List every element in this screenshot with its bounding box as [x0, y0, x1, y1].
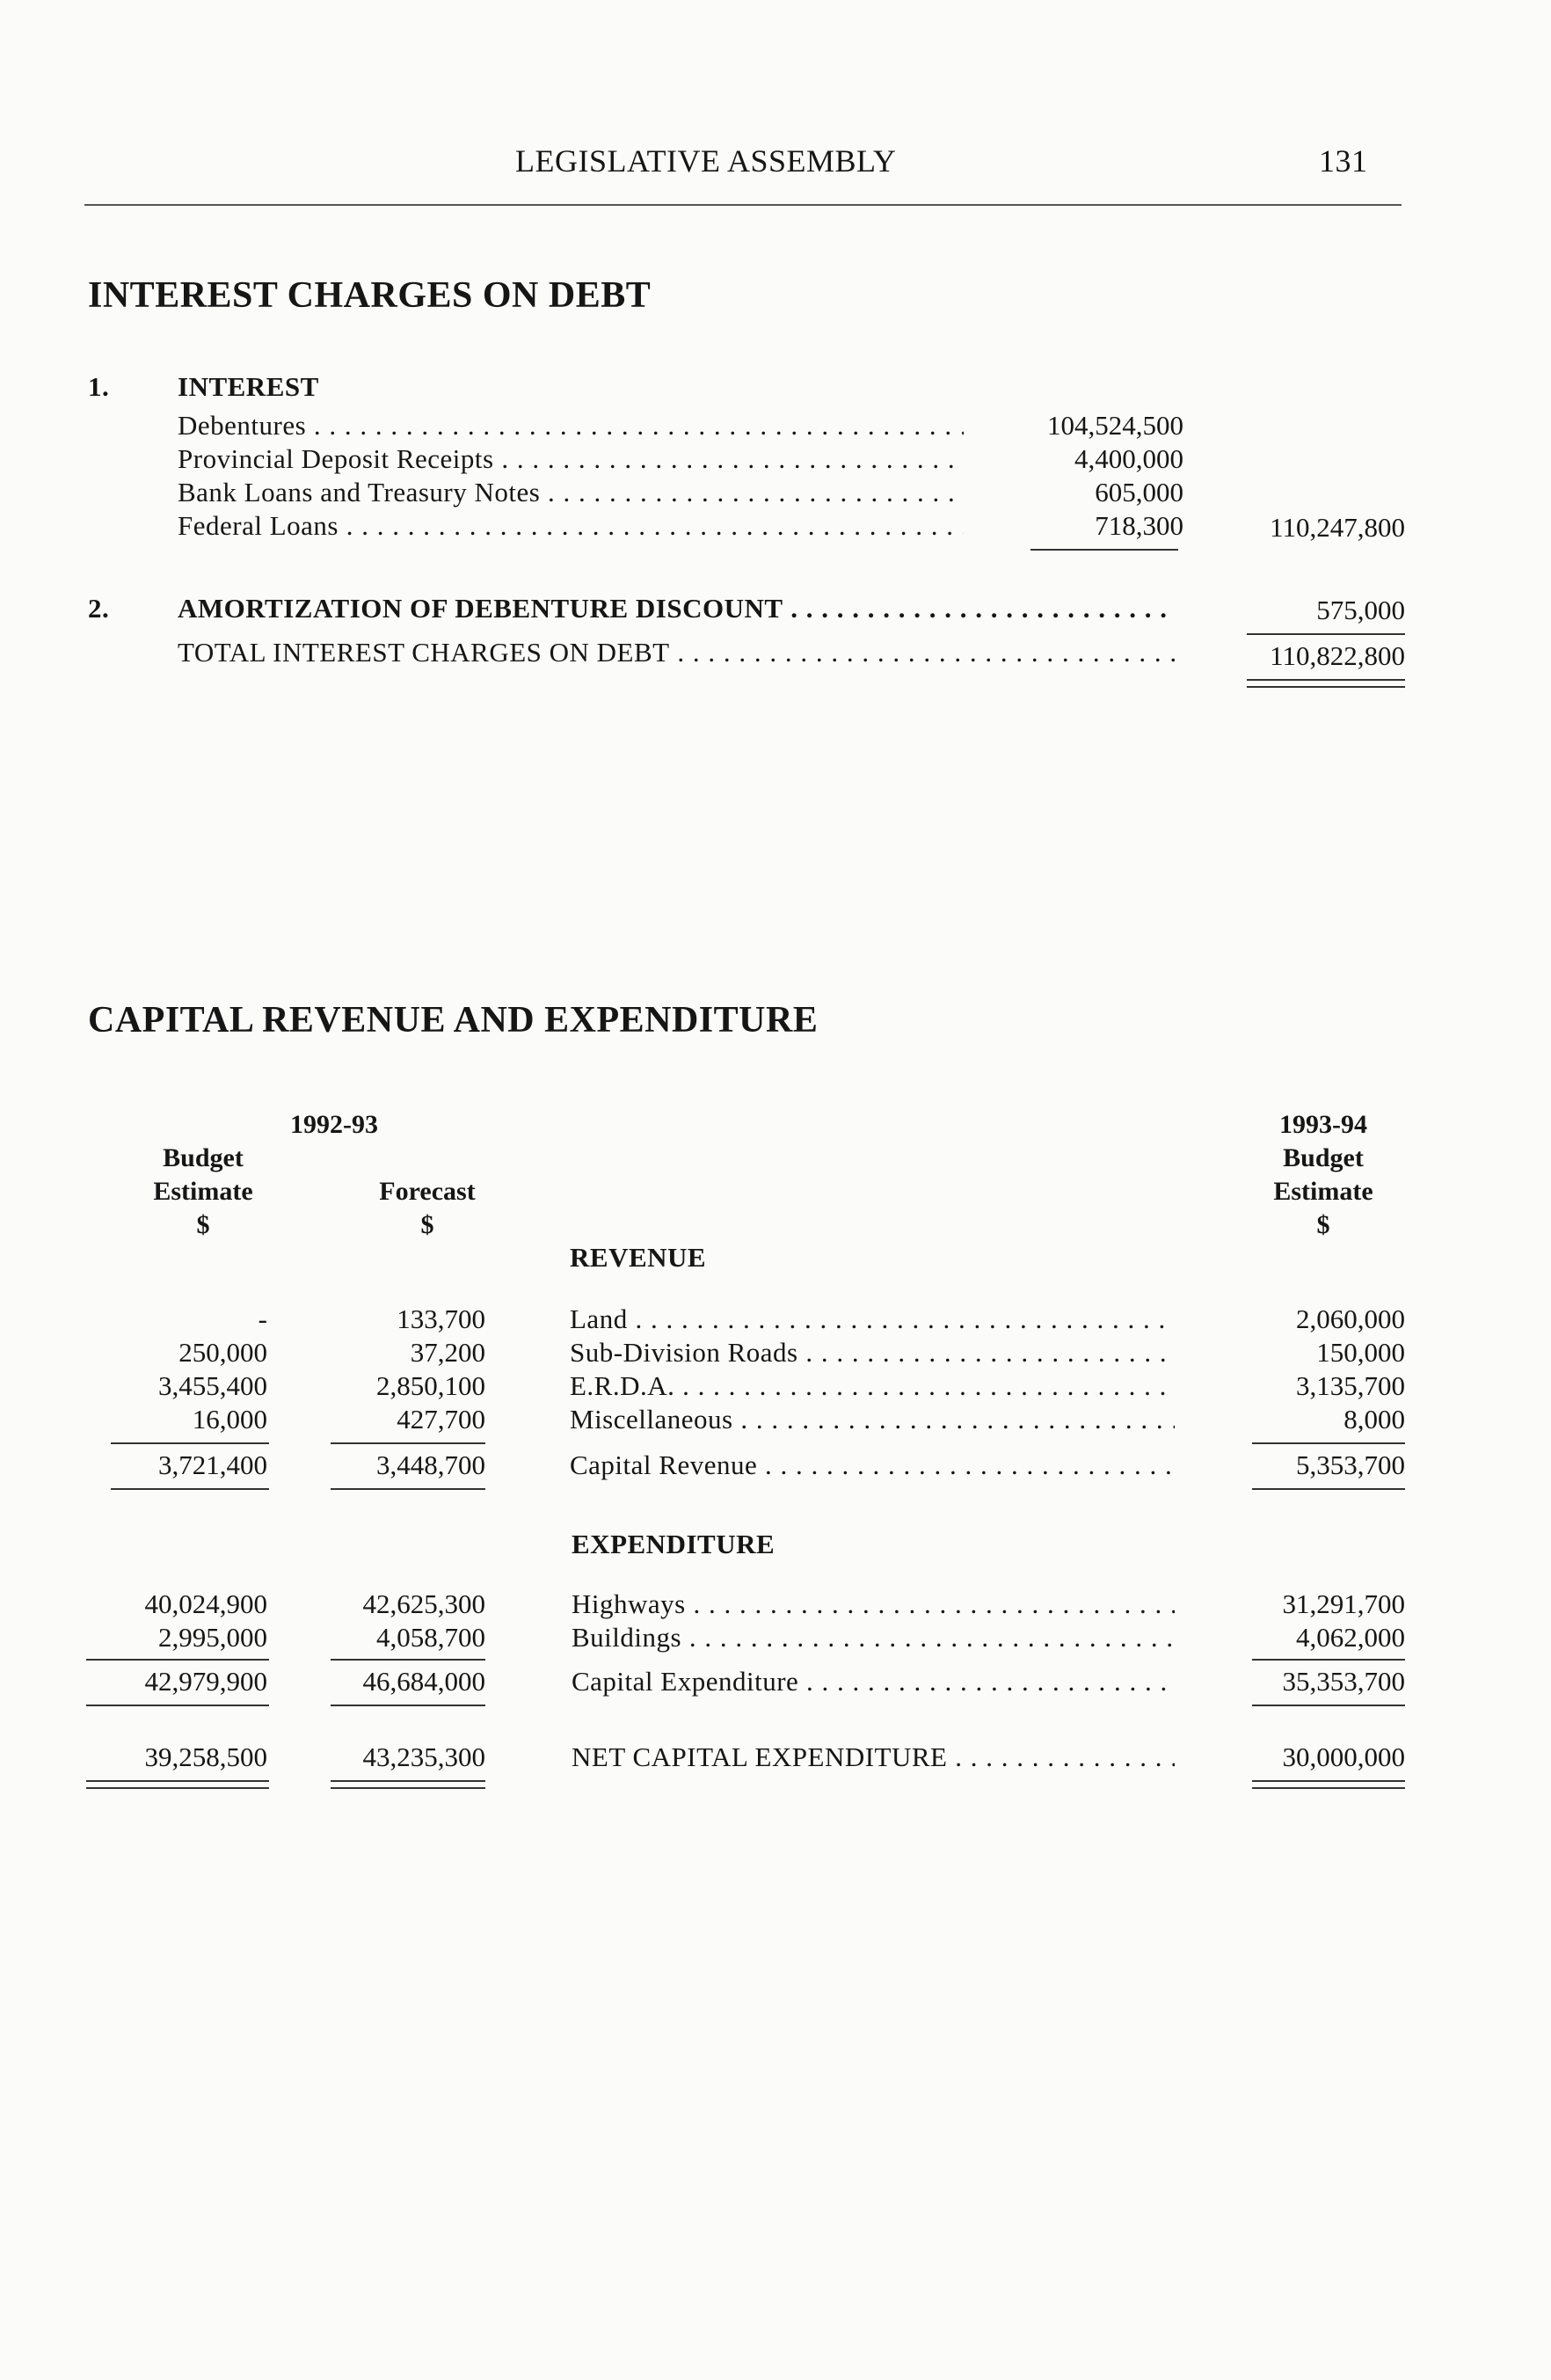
running-header: LEGISLATIVE ASSEMBLY — [515, 143, 897, 179]
revenue-estimate: 3,135,700 — [1296, 1370, 1405, 1401]
double-rule — [331, 1787, 485, 1789]
total-rule — [1247, 633, 1405, 635]
expenditure-label: Highways . . . — [572, 1588, 1175, 1620]
estimate-right: Estimate — [1273, 1177, 1373, 1206]
amortization-amount: 575,000 — [1316, 595, 1405, 625]
interest-line-label: Federal Loans . . . — [178, 510, 964, 542]
item2-title: AMORTIZATION OF DEBENTURE DISCOUNT . . . — [178, 593, 1176, 624]
expenditure-estimate: 31,291,700 — [1282, 1588, 1405, 1619]
revenue-budget: - — [258, 1303, 267, 1334]
interest-line-amount: 718,300 — [1095, 510, 1183, 541]
total-rule — [1252, 1705, 1405, 1706]
total-interest-label: TOTAL INTEREST CHARGES ON DEBT . . . — [178, 637, 1176, 668]
expenditure-forecast: 42,625,300 — [362, 1588, 485, 1619]
total-rule — [331, 1488, 485, 1490]
total-rule — [86, 1705, 269, 1706]
expenditure-budget: 2,995,000 — [158, 1622, 267, 1653]
subtotal-rule — [1252, 1659, 1405, 1661]
revenue-label: Sub-Division Roads . . . — [570, 1337, 1175, 1369]
interest-line-amount: 4,400,000 — [1074, 443, 1183, 474]
page-number: 131 — [1319, 143, 1368, 179]
revenue-forecast: 2,850,100 — [376, 1370, 485, 1401]
revenue-budget: 3,455,400 — [158, 1370, 267, 1401]
expenditure-estimate: 4,062,000 — [1296, 1622, 1405, 1653]
expenditure-budget: 40,024,900 — [144, 1588, 267, 1619]
revenue-budget: 16,000 — [192, 1404, 267, 1435]
subtotal-rule — [1030, 549, 1178, 551]
revenue-label: Miscellaneous . . . — [570, 1404, 1175, 1435]
item1-number: 1. — [88, 371, 110, 402]
expenditure-total-label: Capital Expenditure . . . — [572, 1666, 1175, 1697]
subtotal-rule — [86, 1659, 269, 1661]
revenue-budget: 250,000 — [178, 1337, 267, 1368]
revenue-forecast: 37,200 — [410, 1337, 485, 1368]
double-rule — [1252, 1787, 1405, 1789]
subtotal-rule — [331, 1659, 485, 1661]
item1-title: INTEREST — [178, 371, 319, 402]
capital-section-title: CAPITAL REVENUE AND EXPENDITURE — [88, 1000, 819, 1040]
revenue-estimate: 8,000 — [1343, 1404, 1405, 1435]
revenue-estimate: 2,060,000 — [1296, 1303, 1405, 1334]
revenue-total-forecast: 3,448,700 — [376, 1449, 485, 1480]
double-rule — [86, 1780, 269, 1782]
header-rule — [84, 204, 1402, 206]
interest-total: 110,247,800 — [1270, 512, 1405, 543]
interest-line-amount: 605,000 — [1095, 477, 1183, 507]
net-label: NET CAPITAL EXPENDITURE . . . — [572, 1741, 1175, 1773]
expenditure-label: Buildings . . . — [572, 1622, 1175, 1654]
revenue-label: E.R.D.A. . . . — [570, 1370, 1175, 1402]
revenue-total-budget: 3,721,400 — [158, 1449, 267, 1480]
double-rule — [1247, 679, 1405, 681]
dollar-left: $ — [196, 1210, 210, 1239]
double-rule — [1252, 1780, 1405, 1782]
year-right: 1993-94 — [1279, 1110, 1367, 1139]
dollar-forecast: $ — [420, 1210, 434, 1239]
total-rule — [1252, 1488, 1405, 1490]
subtotal-rule — [1252, 1442, 1405, 1444]
net-budget: 39,258,500 — [144, 1741, 267, 1772]
revenue-forecast: 133,700 — [397, 1303, 485, 1334]
interest-line-amount: 104,524,500 — [1047, 410, 1183, 441]
double-rule — [86, 1787, 269, 1789]
budget-left: Budget — [163, 1143, 244, 1172]
interest-line-label: Provincial Deposit Receipts . . . — [178, 443, 964, 475]
double-rule — [331, 1780, 485, 1782]
budget-right: Budget — [1283, 1143, 1364, 1172]
expenditure-heading: EXPENDITURE — [572, 1529, 776, 1559]
total-interest-amount: 110,822,800 — [1270, 640, 1405, 671]
revenue-forecast: 427,700 — [397, 1404, 485, 1435]
total-rule — [111, 1488, 269, 1490]
estimate-left: Estimate — [153, 1177, 253, 1206]
interest-section-title: INTEREST CHARGES ON DEBT — [88, 275, 652, 316]
revenue-label: Land . . . — [570, 1303, 1175, 1335]
double-rule — [1247, 686, 1405, 688]
subtotal-rule — [111, 1442, 269, 1444]
revenue-heading: REVENUE — [570, 1242, 707, 1273]
net-forecast: 43,235,300 — [362, 1741, 485, 1772]
forecast-header: Forecast — [379, 1177, 476, 1206]
net-estimate: 30,000,000 — [1282, 1741, 1405, 1772]
interest-line-label: Debentures . . . — [178, 410, 964, 442]
expenditure-total-budget: 42,979,900 — [144, 1666, 267, 1697]
total-rule — [331, 1705, 485, 1706]
item2-number: 2. — [88, 593, 110, 624]
revenue-total-estimate: 5,353,700 — [1296, 1449, 1405, 1480]
revenue-total-label: Capital Revenue . . . — [570, 1449, 1175, 1481]
dollar-right: $ — [1316, 1210, 1330, 1239]
revenue-estimate: 150,000 — [1316, 1337, 1405, 1368]
year-left: 1992-93 — [290, 1110, 378, 1139]
expenditure-forecast: 4,058,700 — [376, 1622, 485, 1653]
interest-line-label: Bank Loans and Treasury Notes . . . — [178, 477, 964, 508]
expenditure-total-forecast: 46,684,000 — [362, 1666, 485, 1697]
expenditure-total-estimate: 35,353,700 — [1282, 1666, 1405, 1697]
subtotal-rule — [331, 1442, 485, 1444]
